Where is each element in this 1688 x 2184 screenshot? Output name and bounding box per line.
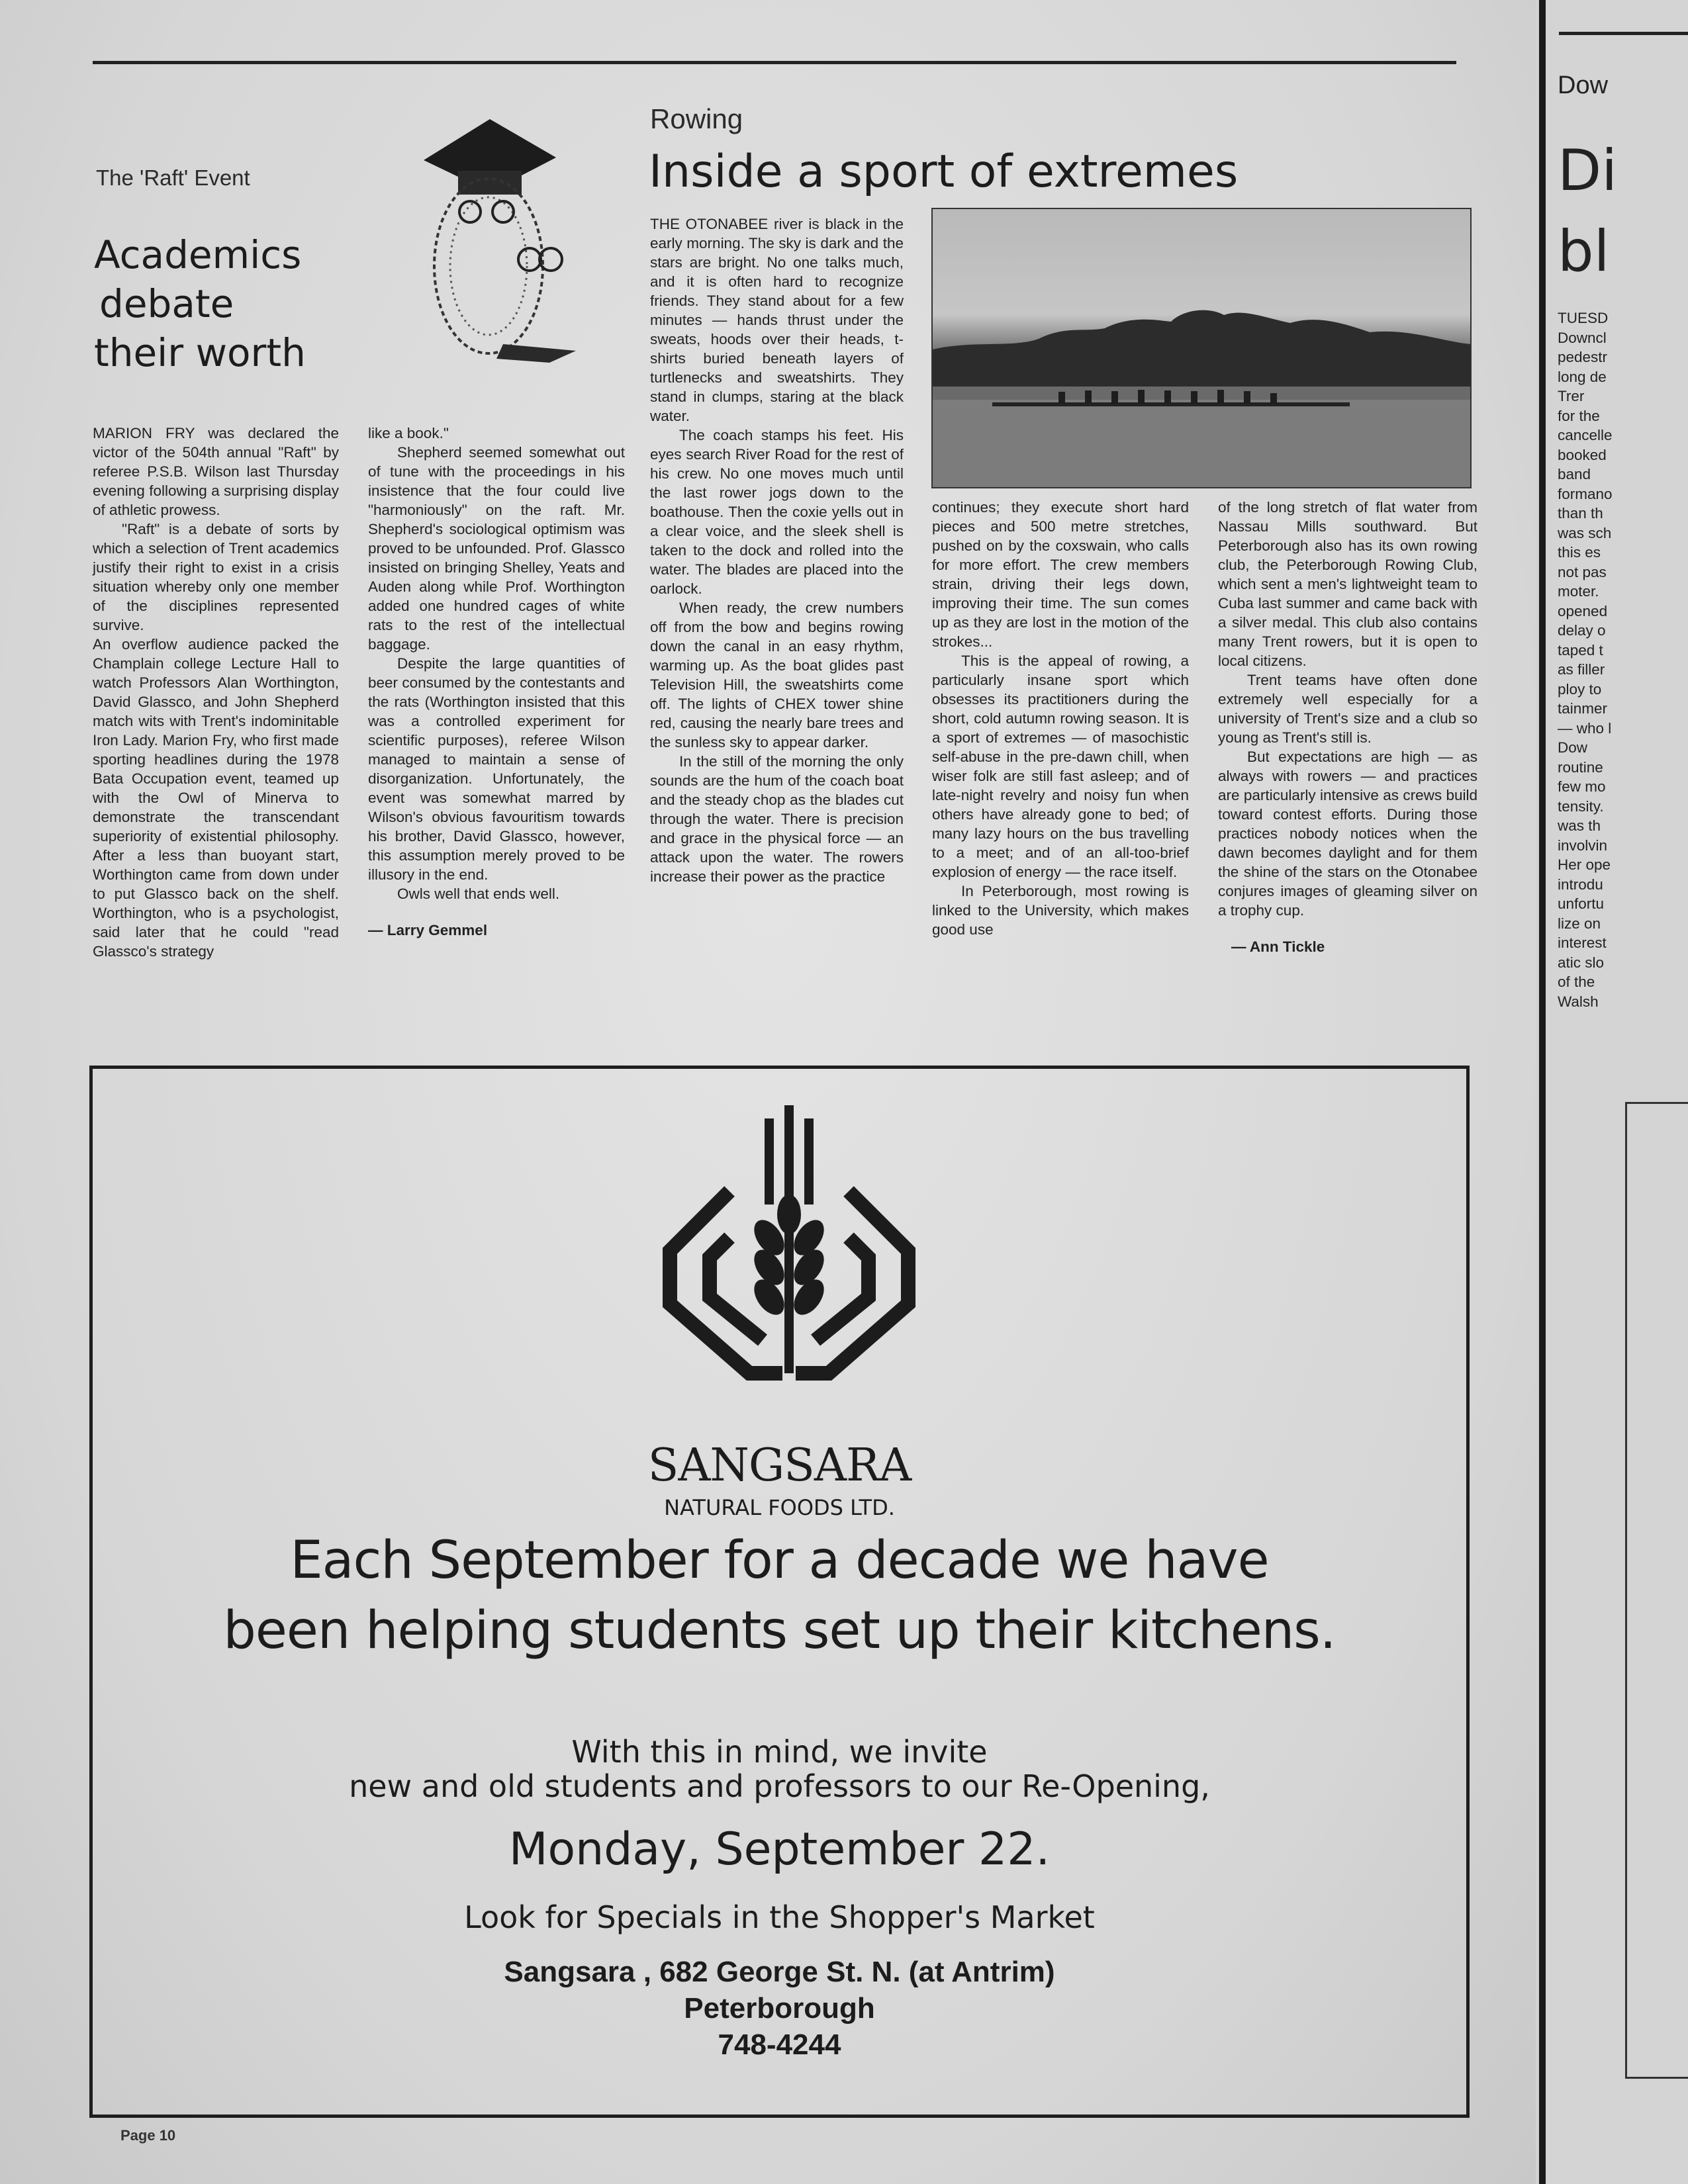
- adjacent-column-line: introdu: [1558, 876, 1603, 893]
- raft-paragraph: Owls well that ends well.: [397, 886, 560, 902]
- adjacent-column-line: tainmer: [1558, 700, 1608, 717]
- ad-city: Peterborough: [684, 1992, 875, 2025]
- rowing-headline: Inside a sport of extremes: [649, 146, 1239, 198]
- rowing-paragraph: The coach stamps his feet. His eyes search River Road for the rest of his crew. No one moves much until the last rower jogs down to the boathouse. Then the coxie yells out in a clear voice, and the sleek shell is taken to the dock and rolled into the water. The blades are placed into the oarlock.: [650, 427, 904, 597]
- adjacent-column-line: involvin: [1558, 837, 1608, 854]
- adjacent-column-line: pedestr: [1558, 349, 1608, 365]
- rowing-column-2: [932, 498, 1189, 939]
- adjacent-column-line: was th: [1558, 817, 1601, 834]
- adjacent-column-line: few mo: [1558, 778, 1606, 795]
- ad-brand-subtitle: NATURAL FOODS LTD.: [664, 1495, 895, 1520]
- raft-paragraph: An overflow audience packed the Champlain college Lecture Hall to watch Professors Alan Worthington, David Glassco, and John Shepherd match wits with Trent's indominitable Iron Lady. Marion Fry, who first made sporting headlines during the 1978 Bata Occupation event, teamed up with the Owl of Minerva to demonstrate the transcendant superiority of existential philosophy. After a less than buoyant start, Worthington came from down under to put Glassco back on the shelf. Worthington, who is a psychologist, said later that he could "read Glassco's strategy: [93, 636, 339, 960]
- top-rule: [93, 61, 1456, 64]
- rowing-paragraph: In Peterborough, most rowing is linked to the University, which makes good use: [932, 883, 1189, 938]
- ad-brand: SANGSARA: [647, 1439, 912, 1492]
- adjacent-column-line: band: [1558, 466, 1591, 482]
- raft-column-1: [93, 424, 339, 961]
- adjacent-column-line: Her ope: [1558, 856, 1611, 873]
- rowing-kicker: Rowing: [650, 103, 743, 134]
- rowing-paragraph: Trent teams have often done extremely well especially for a university of Trent's size and a club so young as Trent's still is.: [1218, 672, 1477, 746]
- adjacent-column-line: not pas: [1558, 563, 1607, 580]
- raft-headline-line: Academics: [94, 232, 302, 277]
- ad-headline-line-1: Each September for a decade we have: [290, 1531, 1269, 1590]
- rowing-paragraph: of the long stretch of flat water from Nassau Mills southward. But Peterborough also has its own rowing club, the Peterborough Rowing Club, which sent a men's lightweight team to Cuba last summer and came back with a silver medal. This club also contains many Trent rowers, but it is open to local citizens.: [1218, 499, 1477, 669]
- adjacent-headline-line-2: bl: [1558, 218, 1610, 285]
- wheat-hands-logo-icon: [650, 1105, 928, 1383]
- rowing-column-3: [1218, 498, 1477, 956]
- adjacent-column: [1558, 308, 1688, 1011]
- rowing-paragraph: THE OTONABEE river is black in the early morning. The sky is dark and the stars are bright. No one talks much, and it is often hard to recognize friends. They stand about for a few minutes — hands thrust under the sweats, hoods over their heads, t-shirts buried beneath layers of turtlenecks and sweatshirts. They stand in clumps, staring at the black water.: [650, 216, 904, 424]
- rowing-paragraph: When ready, the crew numbers off from the bow and begins rowing down the canal in an easy rhythm, warming up. As the boat glides past Television Hill, the sweatshirts come off. The lights of CHEX tower shine red, causing the nearly bare trees and the sunless sky to appear darker.: [650, 600, 904, 751]
- adjacent-column-line: TUESD: [1558, 310, 1609, 326]
- ad-invite-line-2: new and old students and professors to our Re-Opening,: [349, 1768, 1210, 1804]
- raft-paragraph: "Raft" is a debate of sorts by which a selection of Trent academics justify their right to exist in a crisis situation whereby only one member of the disciplines represented survive.: [93, 521, 339, 633]
- adjacent-column-line: routine: [1558, 758, 1603, 776]
- sangsara-advertisement: [89, 1066, 1470, 2118]
- raft-kicker: The 'Raft' Event: [96, 165, 250, 190]
- adjacent-column-line: Downcl: [1558, 329, 1607, 346]
- adjacent-column-line: delay o: [1558, 622, 1606, 639]
- adjacent-column-line: was sch: [1558, 524, 1612, 541]
- adjacent-column-line: tensity.: [1558, 797, 1604, 815]
- adjacent-column-line: Trer: [1558, 388, 1585, 404]
- rowing-paragraph: continues; they execute short hard pieces and 500 metre stretches, pushed on by the coxswain, who calls for more effort. The crew members strain, driving their legs down, improving their time. The sun comes up as they are lost in the motion of the strokes...: [932, 499, 1189, 650]
- rowing-byline: — Ann Tickle: [1231, 938, 1325, 955]
- ad-invite-line-1: With this in mind, we invite: [571, 1734, 988, 1770]
- rowing-paragraph: In the still of the morning the only sounds are the hum of the coach boat and the steady chop as the blades cut through the water. There is precision and grace in the physical force — an attack upon the water. The rowers increase their power as the practice: [650, 753, 904, 885]
- adjacent-column-line: formano: [1558, 485, 1613, 502]
- adjacent-kicker: Dow: [1558, 71, 1609, 99]
- adjacent-column-line: atic slo: [1558, 954, 1605, 971]
- rowing-paragraph: But expectations are high — as always with rowers — and practices are particularly intensive as crews build toward contest efforts. During those practices nobody notices when the dawn becomes daylight and for them the shine of the stars on the Otonabee conjures images of gleaming silver on a trophy cup.: [1218, 749, 1477, 919]
- adjacent-column-line: Dow: [1558, 739, 1588, 756]
- adjacent-column-line: long de: [1558, 368, 1607, 385]
- raft-byline: — Larry Gemmel: [368, 922, 488, 938]
- adjacent-top-rule: [1559, 32, 1688, 35]
- rowing-column-1: [650, 214, 904, 886]
- adjacent-column-line: — who l: [1558, 719, 1612, 737]
- raft-headline: [94, 230, 306, 377]
- adjacent-column-line: as filler: [1558, 661, 1605, 678]
- raft-headline-line: debate: [99, 281, 234, 326]
- owl-illustration: [397, 119, 583, 371]
- raft-headline-line: their worth: [94, 330, 306, 375]
- ad-specials: Look for Specials in the Shopper's Market: [464, 1899, 1095, 1935]
- adjacent-column-line: moter.: [1558, 583, 1599, 600]
- page-number: Page 10: [120, 2127, 176, 2144]
- adjacent-column-line: interest: [1558, 934, 1607, 951]
- rowing-photo: [931, 208, 1472, 488]
- rowing-photo-scene: [933, 209, 1470, 487]
- raft-paragraph: Shepherd seemed somewhat out of tune with the proceedings in his insistence that the four could live "harmoniously" on the raft. Mr. Shepherd's sociological optimism was proved to be unfounded. Prof. Glassco insisted on bringing Shelley, Yeats and Auden along while Prof. Worthington added one hundred cages of white rats to the rest of the intellectual baggage.: [368, 444, 625, 653]
- adjacent-page: [1539, 0, 1688, 2184]
- adjacent-column-line: ploy to: [1558, 680, 1602, 698]
- raft-paragraph: like a book.": [368, 425, 449, 441]
- ad-phone: 748-4244: [718, 2028, 841, 2061]
- raft-paragraph: MARION FRY was declared the victor of the 504th annual "Raft" by referee P.S.B. Wilson last Thursday evening following a surprising display of athletic prowess.: [93, 425, 339, 518]
- adjacent-headline-line-1: Di: [1558, 138, 1618, 204]
- adjacent-column-line: booked: [1558, 446, 1607, 463]
- raft-column-2: [368, 424, 625, 940]
- ad-headline-line-2: been helping students set up their kitchens.: [223, 1601, 1336, 1661]
- ad-date: Monday, September 22.: [508, 1823, 1051, 1876]
- adjacent-column-line: lize on: [1558, 915, 1601, 932]
- adjacent-column-line: cancelle: [1558, 427, 1613, 443]
- adjacent-column-line: Walsh: [1558, 993, 1599, 1010]
- adjacent-column-line: than th: [1558, 505, 1603, 522]
- adjacent-column-line: for the: [1558, 407, 1600, 424]
- adjacent-column-line: opened: [1558, 602, 1608, 619]
- ad-address: Sangsara , 682 George St. N. (at Antrim): [504, 1956, 1055, 1988]
- rowing-paragraph: This is the appeal of rowing, a particularly insane sport which obsesses its practitioners during the short, cold autumn rowing season. It is a sport of extremes — of masochistic self-abuse in the pre-dawn chill, when wiser folk are still fast asleep; and of late-night revelry and noisy fun when others have already gone to bed; of many lazy hours on the bus travelling to a meet; and of an all-too-brief explosion of energy — the race itself.: [932, 653, 1189, 880]
- adjacent-ad-box: [1625, 1102, 1688, 2079]
- adjacent-column-line: taped t: [1558, 641, 1603, 659]
- raft-paragraph: Despite the large quantities of beer consumed by the contestants and the rats (Worthington insisted that this was a controlled experiment for scientific purposes), referee Wilson managed to maintain a sense of disorganization. Unfortunately, the event was somewhat marred by Wilson's obvious favouritism towards his brother, David Glassco, however, this assumption merely proved to be illusory in the end.: [368, 655, 625, 883]
- adjacent-column-line: of the: [1558, 974, 1595, 990]
- adjacent-column-line: unfortu: [1558, 895, 1605, 912]
- adjacent-column-line: this es: [1558, 544, 1601, 561]
